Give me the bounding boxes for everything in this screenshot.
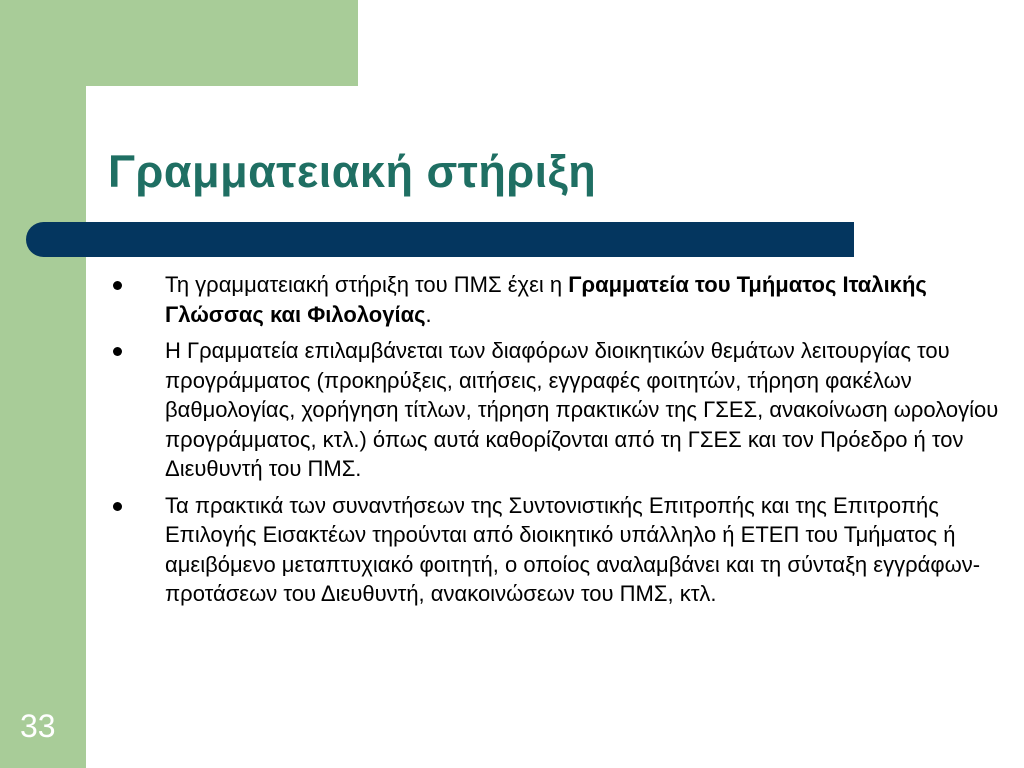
bullet-bold-text: Γραμματεία του Τμήματος Ιταλικής Γλώσσας και Φιλολογίας: [165, 272, 927, 327]
left-accent-band: [0, 0, 86, 768]
top-accent-band: [0, 0, 358, 86]
title-underline-bar: [26, 222, 854, 257]
bullet-text: Η Γραμματεία επιλαμβάνεται των διαφόρων διοικητικών θεμάτων λειτουργίας του προγράμματος (προκηρύξεις, αιτήσεις, εγγραφές φοιτητών, τήρηση φακέλων βαθμολογίας, χορήγηση τίτλων, τήρηση πρακτικών της ΓΣΕΣ, ανακοίνωση ωρολογίου προγράμματος, κτλ.) όπως αυτά καθορίζονται από τη ΓΣΕΣ και τον Πρόεδρο ή τον Διευθυντή του ΠΜΣ.: [165, 338, 999, 481]
page-number: 33: [20, 708, 56, 744]
slide-title: Γραμματειακή στήριξη: [108, 146, 597, 197]
bullet-item: [113, 336, 1013, 484]
bullet-text: Τα πρακτικά των συναντήσεων της Συντονιστικής Επιτροπής και της Επιτροπής Επιλογής Εισακτέων τηρούνται από διοικητικό υπάλληλο ή ΕΤΕΠ του Τμήματος ή αμειβόμενο μεταπτυχιακό φοιτητή, ο οποίος αναλαμβάνει και τη σύνταξη εγγράφων-προτάσεων του Διευθυντή, ανακοινώσεων του ΠΜΣ, κτλ.: [165, 492, 981, 606]
bullet-list: [113, 270, 1013, 616]
bullet-text: Τη γραμματειακή στήριξη του ΠΜΣ έχει η: [165, 272, 569, 297]
bullet-dot-icon: [113, 281, 122, 290]
bullet-item: [113, 270, 1013, 329]
bullet-dot-icon: [113, 347, 122, 356]
bullet-text-end: .: [425, 301, 432, 327]
bullet-item: [113, 491, 1013, 609]
bullet-dot-icon: [113, 502, 122, 511]
